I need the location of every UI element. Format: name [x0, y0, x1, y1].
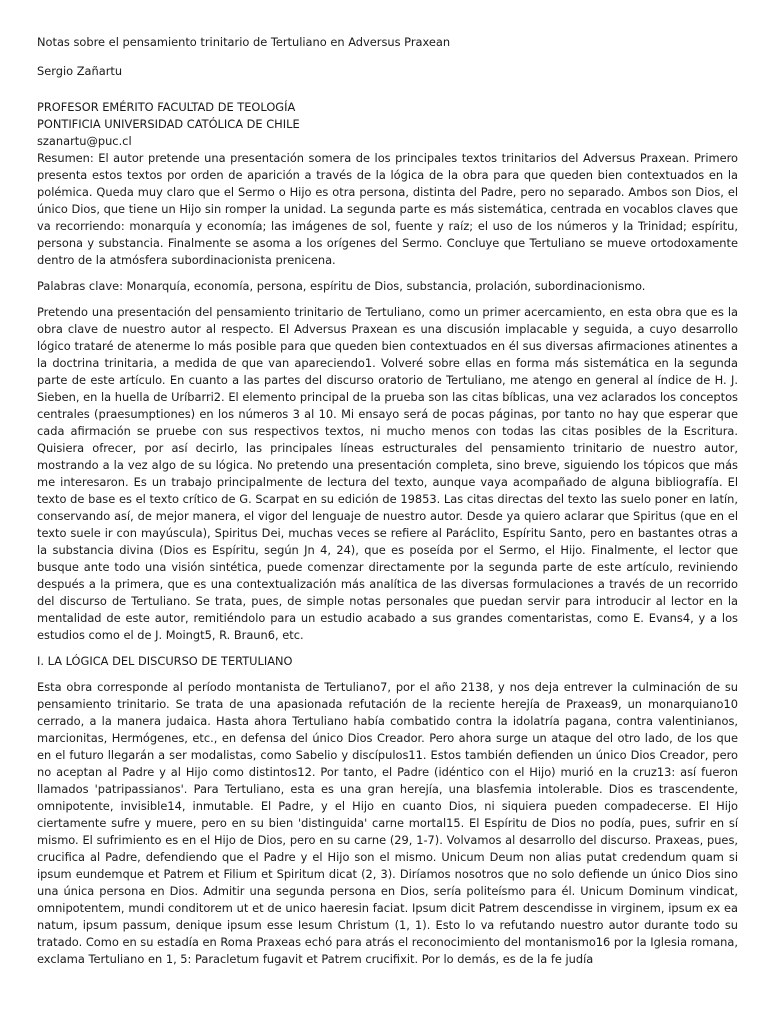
affiliation-line-2: PONTIFICIA UNIVERSIDAD CATÓLICA DE CHILE	[37, 117, 300, 131]
keywords-paragraph: Palabras clave: Monarquía, economía, persona, espíritu de Dios, substancia, prolación, subordinacionismo.	[37, 279, 646, 293]
intro-paragraph: Pretendo una presentación del pensamiento trinitario de Tertuliano, como un primer acercamiento, en esta obra que es la obra clave de nuestro autor al respecto. El Adversus Praxean es una discusión implacable y seguida, a cuyo desarrollo lógico trataré de atenerme lo más posible para que queden bien contextuados en él sus diversas afirmaciones atinentes a la doctrina trinitaria, a medida de que van apareciendo1. Volveré sobre ellas en forma más sistemática en la segunda parte de este artículo. En cuanto a las partes del discurso oratorio de Tertuliano, me atengo en general al índice de H. J. Sieben, en la huella de Uríbarri2. El elemento principal de la prueba son las citas bíblicas, una vez aclarados los conceptos centrales (praesumptiones) en los números 3 al 10. Mi ensayo será de pocas páginas, por tanto no hay que esperar que cada afirmación se pruebe con sus respectivos textos, ni mucho menos con todas las citas posibles de la Escritura. Quisiera ofrecer, por así decirlo, las principales líneas estructurales del pensamiento trinitario de nuestro autor, mostrando a la vez algo de su lógica. No pretendo una presentación completa, sino breve, siguiendo los tópicos que más me interesaron. Es un trabajo principalmente de lectura del texto, aunque vaya acompañado de alguna bibliografía. El texto de base es el texto crítico de G. Scarpat en su edición de 19853. Las citas directas del texto las suelo poner en latín, conservando así, de mejor manera, el vigor del lenguaje de nuestro autor. Desde ya quiero aclarar que Spiritus (que en el texto suele ir con mayúscula), Spiritus Dei, muchas veces se refiere al Paráclito, Espíritu Santo, pero en bastantes otras a la substancia divina (Dios es Espíritu, según Jn 4, 24), que es poseída por el Sermo, el Hijo. Finalmente, el lector que busque ante todo una visión sintética, puede comenzar directamente por la segunda parte de este artículo, reviniendo después a la primera, que es una contextualización más analítica de las diversas formulaciones a través de un recorrido del discurso de Tertuliano. Se trata, pues, de simple notas personales que puedan servir para introducir al lector en la mentalidad de este autor, remitiéndolo para un estudio acabado a sus grandes comentaristas, como E. Evans4, y a los estudios como el de J. Moingt5, R. Braun6, etc.	[37, 305, 738, 642]
document-title: Notas sobre el pensamiento trinitario de Tertuliano en Adversus Praxean	[37, 35, 451, 49]
affiliation-block	[37, 99, 738, 150]
affiliation-line-1: PROFESOR EMÉRITO FACULTAD DE TEOLOGÍA	[37, 100, 296, 114]
abstract-paragraph: Resumen: El autor pretende una presentación somera de los principales textos trinitarios del Adversus Praxean. Primero presenta estos textos por orden de aparición a través de la lógica de la obra para que queden bien contextuados en la polémica. Queda muy claro que el Sermo o Hijo es otra persona, distinta del Padre, pero no separado. Ambos son Dios, el único Dios, que tiene un Hijo sin romper la unidad. La segunda parte es más sistemática, centrada en vocablos claves que va recorriendo: monarquía y economía; las imágenes de sol, fuente y raíz; el uso de los números y la Trinidad; espíritu, persona y substancia. Finalmente se asoma a los orígenes del Sermo. Concluye que Tertuliano se mueve ortodoxamente dentro de la atmósfera subordinacionista prenicena.	[37, 151, 738, 267]
author-email: szanartu@puc.cl	[37, 134, 132, 148]
document-body	[37, 34, 738, 968]
section-heading: I. LA LÓGICA DEL DISCURSO DE TERTULIANO	[37, 654, 293, 668]
section-paragraph: Esta obra corresponde al período montanista de Tertuliano7, por el año 2138, y nos deja entrever la culminación de su pensamiento trinitario. Se trata de una apasionada refutación de la reciente herejía de Praxeas9, un monarquiano10 cerrado, a la manera judaica. Hasta ahora Tertuliano había combatido contra la idolatría pagana, contra valentinianos, marcionitas, Hermógenes, etc., en defensa del único Dios Creador. Pero ahora surge un ataque del otro lado, de los que en el futuro llegarán a ser modalistas, como Sabelio y discípulos11. Estos también defienden un único Dios Creador, pero no aceptan al Padre y al Hijo como distintos12. Por tanto, el Padre (idéntico con el Hijo) murió en la cruz13: así fueron llamados 'patripassianos'. Para Tertuliano, esta es una gran herejía, una blasfemia intolerable. Dios es trascendente, omnipotente, invisible14, inmutable. El Padre, y el Hijo en cuanto Dios, ni siquiera pueden compadecerse. El Hijo ciertamente sufre y muere, pero en su bien 'distinguida' carne mortal15. El Espíritu de Dios no podía, pues, sufrir en sí mismo. El sufrimiento es en el Hijo de Dios, pero en su carne (29, 1-7). Volvamos al desarrollo del discurso. Praxeas, pues, crucifica al Padre, defendiendo que el Padre y el Hijo son el mismo. Unicum Deum non alias putat credendum quam si ipsum eundemque et Patrem et Filium et Spiritum dicat (2, 3). Diríamos nosotros que no solo defiende un único Dios sino una única persona en Dios. Admitir una segunda persona en Dios, sería politeísmo para él. Unicum Dominum vindicat, omnipotentem, mundi conditorem ut et de unico haeresin faciat. Ipsum dicit Patrem descendisse in virginem, ipsum ex ea natum, ipsum passum, denique ipsum esse Iesum Christum (1, 1). Esto lo va refutando nuestro autor durante todo su tratado. Como en su estadía en Roma Praxeas echó para atrás el reconocimiento del montanismo16 por la Iglesia romana, exclama Tertuliano en 1, 5: Paracletum fugavit et Patrem crucifixit. Por lo demás, es de la fe judía	[37, 680, 738, 966]
author-name: Sergio Zañartu	[37, 64, 123, 78]
